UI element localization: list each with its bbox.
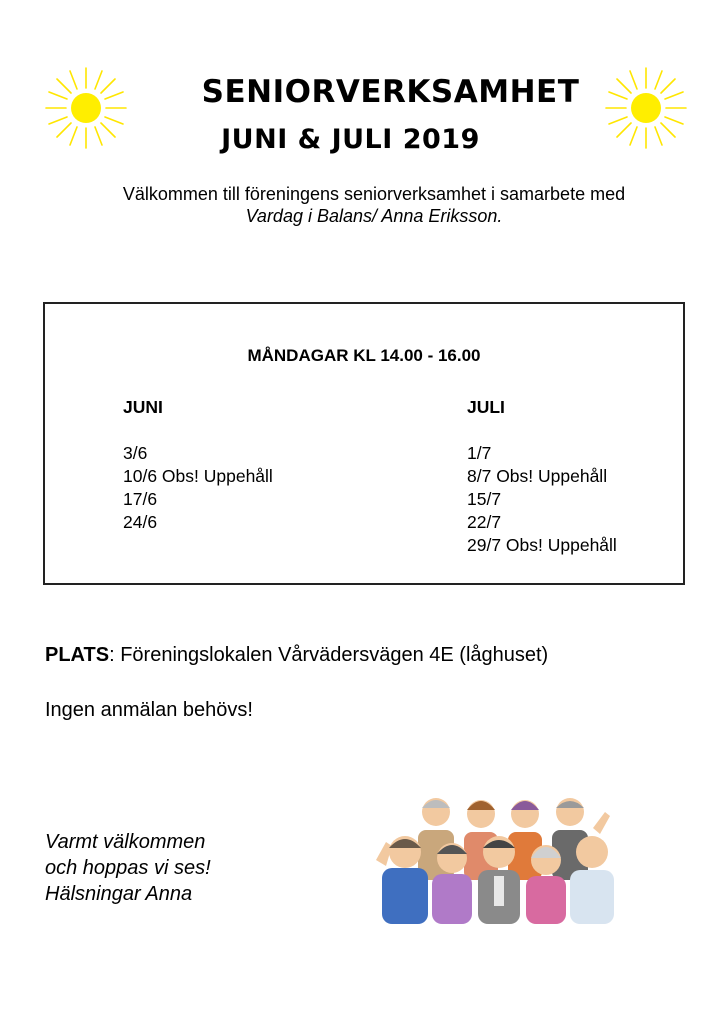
list-item: 17/6	[123, 489, 158, 509]
greeting-line: och hoppas vi ses!	[45, 857, 211, 879]
list-item: 1/7	[467, 443, 492, 463]
column-header: JUNI	[123, 397, 163, 417]
seniors-group-illustration	[368, 790, 620, 924]
greeting-line: Varmt välkommen	[45, 831, 206, 853]
greeting	[45, 829, 211, 907]
list-item: 10/6 Obs! Uppehåll	[123, 466, 273, 486]
location-label: PLATS	[45, 644, 110, 666]
page-title: SENIORVERKSAMHET	[201, 74, 580, 110]
list-item: 8/7 Obs! Uppehåll	[467, 466, 608, 486]
location-line	[45, 644, 548, 667]
greeting-line: Hälsningar Anna	[45, 883, 193, 905]
schedule-heading: MÅNDAGAR KL 14.00 - 16.00	[247, 346, 481, 365]
registration-note: Ingen anmälan behövs!	[45, 699, 253, 721]
schedule-box	[43, 302, 685, 585]
column-header: JULI	[467, 397, 505, 417]
location-text: : Föreningslokalen Vårvädersvägen 4E (låghuset)	[109, 644, 549, 666]
list-item: 15/7	[467, 489, 502, 509]
schedule-column-juli	[467, 396, 617, 557]
page-subtitle: JUNI & JULI 2019	[221, 124, 480, 155]
list-item: 24/6	[123, 512, 158, 532]
schedule-column-juni	[123, 396, 273, 534]
intro-text: Välkommen till föreningens seniorverksamhet i samarbete med	[122, 184, 626, 204]
list-item: 29/7 Obs! Uppehåll	[467, 535, 617, 555]
list-item: 22/7	[467, 512, 502, 532]
list-item: 3/6	[123, 443, 148, 463]
intro-partner: Vardag i Balans/ Anna Eriksson.	[245, 206, 503, 226]
